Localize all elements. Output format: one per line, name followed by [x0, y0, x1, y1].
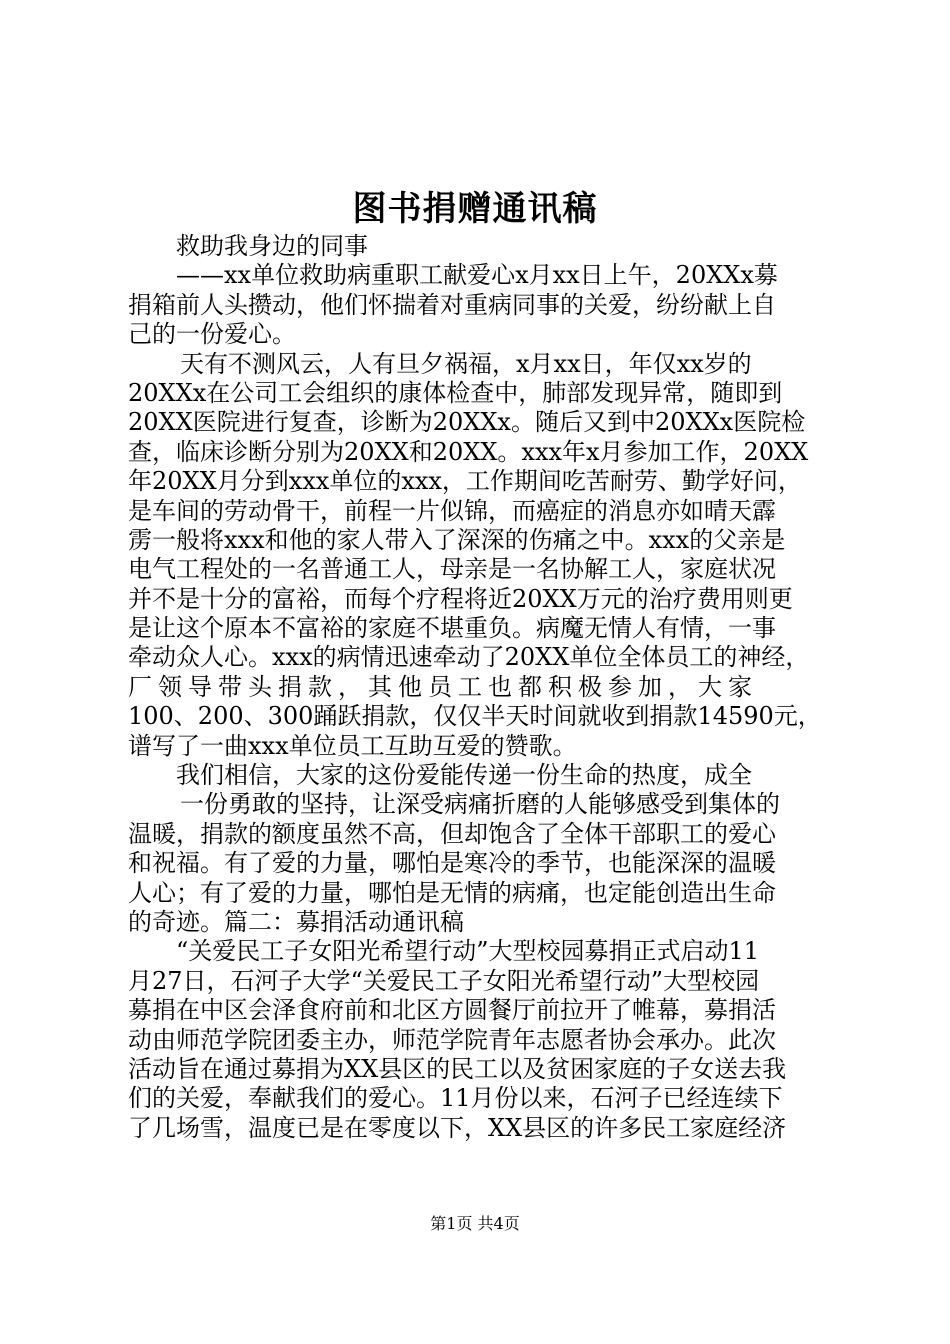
paragraph-line: 牵动众人心。xxx的病情迅速牵动了20XX单位全体员工的神经， — [128, 643, 810, 672]
paragraph-line: 20XX医院进行复查，诊断为20XXx。随后又到中20XXx医院检 — [128, 408, 806, 437]
paragraph-line: 谱写了一曲xxx单位员工互助互爱的赞歌。 — [128, 731, 577, 760]
document-title: 图书捐赠通讯稿 — [352, 189, 598, 229]
paragraph-line: 了几场雪，温度已是在零度以下，XX县区的许多民工家庭经济 — [128, 1113, 787, 1142]
document-body — [128, 232, 832, 1143]
paragraph-line: 100、200、300踊跃捐款，仅仅半天时间就收到捐款14590元， — [128, 702, 822, 731]
paragraph-line: 月27日，石河子大学“关爱民工子女阳光希望行动”大型校园 — [128, 966, 760, 995]
paragraph-line: 查，临床诊断分别为20XX和20XX。xxx年x月参加工作，20XX — [128, 437, 809, 466]
paragraph-line: 电气工程处的一名普通工人，母亲是一名协解工人，家庭状况 — [128, 555, 776, 584]
paragraph-line: 人心；有了爱的力量，哪怕是无情的病痛，也定能创造出生命 — [128, 878, 776, 907]
paragraph-line: 我们相信，大家的这份爱能传递一份生命的热度，成全 — [176, 761, 752, 790]
paragraph-line: 和祝福。有了爱的力量，哪怕是寒冷的季节，也能深深的温暖 — [128, 849, 776, 878]
paragraph-line: 是车间的劳动骨干，前程一片似锦，而癌症的消息亦如晴天霹 — [128, 496, 776, 525]
paragraph-line: 动由师范学院团委主办，师范学院青年志愿者协会承办。此次 — [128, 1025, 776, 1054]
paragraph-line: 募捐在中区会泽食府前和北区方圆餐厅前拉开了帷幕，募捐活 — [128, 996, 776, 1025]
paragraph-line: 天有不测风云，人有旦夕祸福，x月xx日，年仅xx岁的 — [180, 349, 752, 378]
page-number-footer: 第1页 共4页 — [430, 1214, 520, 1233]
paragraph-line: 们的关爱，奉献我们的爱心。11月份以来，石河子已经连续下 — [128, 1084, 783, 1113]
paragraph-line: 温暖，捐款的额度虽然不高，但却饱含了全体干部职工的爱心 — [128, 819, 776, 848]
paragraph-line: 活动旨在通过募捐为XX县区的民工以及贫困家庭的子女送去我 — [128, 1054, 787, 1083]
paragraph-line: 并不是十分的富裕，而每个疗程将近20XX万元的治疗费用则更 — [128, 584, 793, 613]
paragraph-line: 20XXx在公司工会组织的康体检查中，肺部发现异常，随即到 — [128, 378, 783, 407]
paragraph-line: ——xx单位救助病重职工献爱心x月xx日上午，20XXx募 — [176, 261, 778, 290]
paragraph-line: 一份勇敢的坚持，让深受病痛折磨的人能够感受到集体的 — [180, 790, 780, 819]
paragraph-line: 的奇迹。篇二：募捐活动通讯稿 — [128, 907, 464, 936]
paragraph-line: 年20XX月分到xxx单位的xxx，工作期间吃苦耐劳、勤学好问， — [128, 467, 802, 496]
paragraph-line: 捐箱前人头攒动，他们怀揣着对重病同事的关爱，纷纷献上自 — [128, 290, 776, 319]
paragraph-line: 己的一份爱心。 — [128, 320, 296, 349]
paragraph-line: 厂领导带头捐款，其他员工也都积极参加，大家 — [128, 672, 758, 701]
paragraph-line: 是让这个原本不富裕的家庭不堪重负。病魔无情人有情，一事 — [128, 614, 776, 643]
paragraph-line: “关爱民工子女阳光希望行动”大型校园募捐正式启动11 — [176, 937, 760, 966]
paragraph-line: 救助我身边的同事 — [176, 232, 368, 260]
paragraph-line: 雳一般将xxx和他的家人带入了深深的伤痛之中。xxx的父亲是 — [128, 525, 786, 554]
